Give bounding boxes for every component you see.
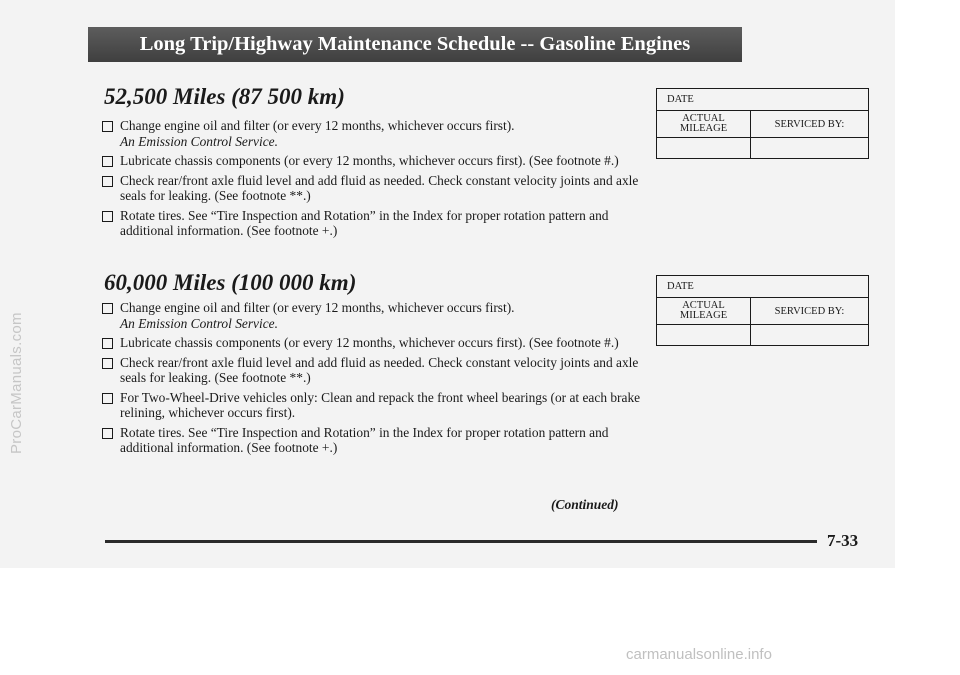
checkbox-icon[interactable] bbox=[102, 428, 113, 439]
checkbox-icon[interactable] bbox=[102, 211, 113, 222]
checkbox-icon[interactable] bbox=[102, 176, 113, 187]
item-text: Lubricate chassis components (or every 12 months, whichever occurs first). (See footnote #.) bbox=[120, 335, 619, 350]
page-banner: Long Trip/Highway Maintenance Schedule -- Gasoline Engines bbox=[88, 27, 742, 62]
checklist-item bbox=[102, 390, 642, 421]
checklist-52500 bbox=[102, 118, 642, 243]
section-heading-60000: 60,000 Miles (100 000 km) bbox=[104, 270, 357, 295]
checklist-item bbox=[102, 153, 642, 169]
serviced-by-label: SERVICED BY: bbox=[774, 305, 845, 317]
checklist-item bbox=[102, 425, 642, 456]
service-record-52500 bbox=[656, 88, 869, 159]
checklist-item bbox=[102, 300, 642, 331]
checklist-item bbox=[102, 173, 642, 204]
page-number: 7-33 bbox=[827, 531, 859, 550]
mileage-entry-field[interactable] bbox=[657, 325, 751, 345]
checkbox-icon[interactable] bbox=[102, 121, 113, 132]
checklist-60000 bbox=[102, 300, 642, 460]
section-heading-52500: 52,500 Miles (87 500 km) bbox=[104, 84, 345, 109]
checkbox-icon[interactable] bbox=[102, 338, 113, 349]
bottom-watermark: carmanualsonline.info bbox=[626, 646, 772, 663]
checklist-item bbox=[102, 118, 642, 149]
checkbox-icon[interactable] bbox=[102, 358, 113, 369]
item-note: An Emission Control Service. bbox=[120, 133, 278, 149]
item-note: An Emission Control Service. bbox=[120, 315, 278, 331]
item-text: Check rear/front axle fluid level and add fluid as needed. Check constant velocity joints and axle seals for leaking. (See footnote **.) bbox=[120, 354, 639, 385]
item-text: Lubricate chassis components (or every 12 months, whichever occurs first). (See footnote #.) bbox=[120, 153, 619, 168]
item-text: Check rear/front axle fluid level and add fluid as needed. Check constant velocity joints and axle seals for leaking. (See footnote **.) bbox=[120, 172, 639, 203]
item-text: Rotate tires. See “Tire Inspection and Rotation” in the Index for proper rotation pattern and additional information. (See footnote +.) bbox=[120, 424, 609, 455]
service-record-60000 bbox=[656, 275, 869, 346]
serviced-by-entry-field[interactable] bbox=[751, 325, 868, 345]
footer-rule bbox=[105, 540, 817, 543]
checklist-item bbox=[102, 208, 642, 239]
checkbox-icon[interactable] bbox=[102, 393, 113, 404]
date-label: DATE bbox=[657, 276, 868, 298]
side-watermark: ProCarManuals.com bbox=[8, 312, 25, 454]
continued-label: (Continued) bbox=[551, 497, 619, 512]
actual-mileage-label: ACTUAL MILEAGE bbox=[657, 298, 751, 324]
checklist-item bbox=[102, 335, 642, 351]
serviced-by-entry-field[interactable] bbox=[751, 138, 868, 158]
item-text: Rotate tires. See “Tire Inspection and Rotation” in the Index for proper rotation pattern and additional information. (See footnote +.) bbox=[120, 207, 609, 238]
item-text: Change engine oil and filter (or every 12 months, whichever occurs first). bbox=[120, 118, 515, 133]
checkbox-icon[interactable] bbox=[102, 303, 113, 314]
checkbox-icon[interactable] bbox=[102, 156, 113, 167]
checklist-item bbox=[102, 355, 642, 386]
serviced-by-label: SERVICED BY: bbox=[774, 118, 845, 130]
actual-mileage-label: ACTUAL MILEAGE bbox=[657, 111, 751, 137]
mileage-entry-field[interactable] bbox=[657, 138, 751, 158]
item-text: Change engine oil and filter (or every 12 months, whichever occurs first). bbox=[120, 300, 515, 315]
date-label: DATE bbox=[657, 89, 868, 111]
item-text: For Two-Wheel-Drive vehicles only: Clean and repack the front wheel bearings (or at each brake relining, whichever occurs first). bbox=[120, 389, 641, 420]
